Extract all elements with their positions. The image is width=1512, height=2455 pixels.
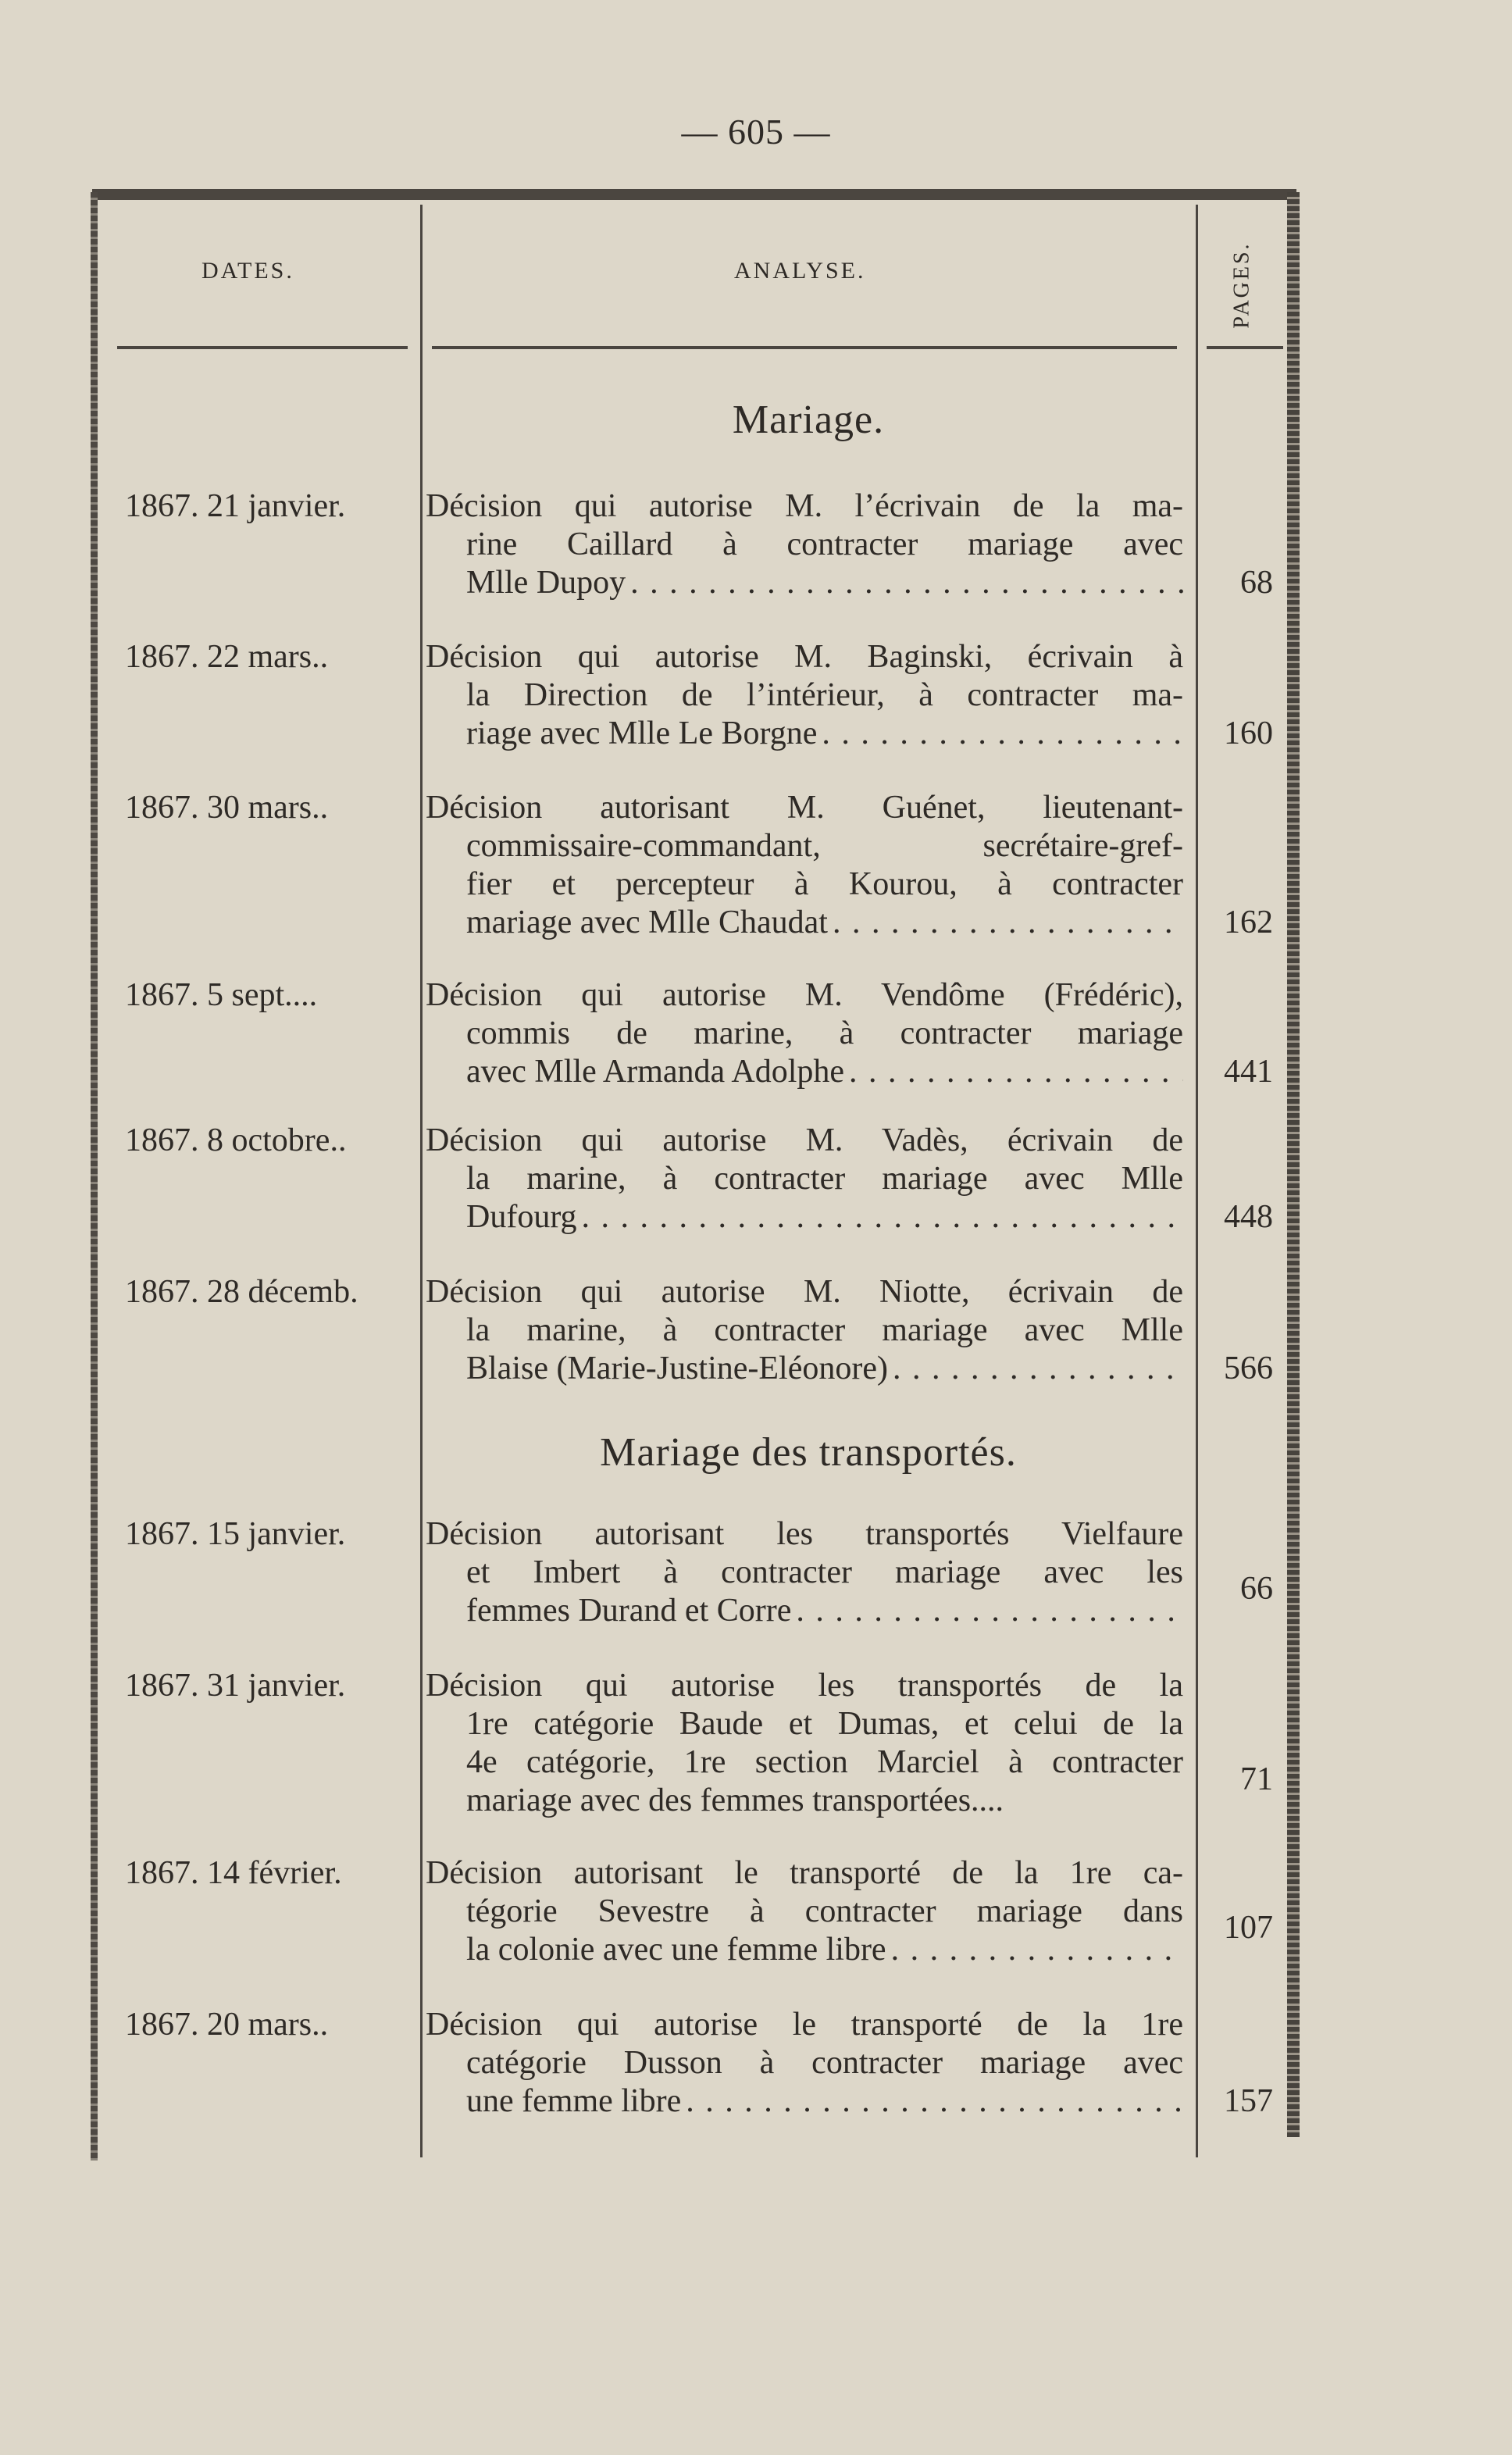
- analysis-line: fier et percepteur à Kourou, à contracter: [466, 866, 1183, 902]
- entry-analysis: [426, 1515, 1183, 1630]
- analysis-line: [426, 1350, 1183, 1388]
- leader-dots: [886, 1931, 1183, 1969]
- header-rule-pages: [1207, 346, 1283, 349]
- entry-date: 1867. 31 janvier.: [125, 1668, 346, 1704]
- analysis-line-text: femmes Durand et Corre: [466, 1593, 792, 1629]
- analysis-line-text: mariage avec Mlle Chaudat: [466, 905, 828, 940]
- analysis-line: mariage avec des femmes transportées....: [466, 1782, 1004, 1818]
- analysis-line: tégorie Sevestre à contracter mariage dans: [466, 1893, 1183, 1929]
- leader-dots: [791, 1592, 1183, 1630]
- page-reference: 107: [1224, 1910, 1273, 1946]
- entry-date: 1867. 30 mars..: [125, 790, 329, 826]
- analysis-line: catégorie Dusson à contracter mariage avec: [466, 2045, 1183, 2081]
- analysis-line-text: Blaise (Marie-Justine-Eléonore): [466, 1351, 888, 1386]
- page-reference: 157: [1224, 2083, 1273, 2119]
- analysis-line: Décision qui autorise M. Niotte, écrivain de: [426, 1274, 1183, 1310]
- analysis-line: la marine, à contracter mariage avec Mlle: [466, 1312, 1183, 1348]
- entry-analysis: [426, 487, 1183, 602]
- page-reference: 566: [1224, 1351, 1273, 1386]
- header-rule-analyse: [432, 346, 1177, 349]
- table-top-rule: [92, 189, 1296, 200]
- analysis-line: [426, 1592, 1183, 1630]
- page-number: — 605 —: [681, 112, 831, 152]
- analysis-line: Décision qui autorise M. Baginski, écrivain à: [426, 639, 1183, 675]
- entry-date: 1867. 22 mars..: [125, 639, 329, 675]
- page-reference: 68: [1240, 565, 1273, 601]
- analysis-line: 1re catégorie Baude et Dumas, et celui de la: [466, 1706, 1183, 1742]
- analysis-line: Décision qui autorise les transportés de la: [426, 1668, 1183, 1704]
- analysis-line: [426, 1053, 1183, 1091]
- analysis-line-text: une femme libre: [466, 2083, 682, 2119]
- entry-date: 1867. 21 janvier.: [125, 488, 346, 524]
- analysis-line-text: la colonie avec une femme libre: [466, 1932, 886, 1968]
- table-right-border: [1287, 192, 1300, 2137]
- analysis-line: et Imbert à contracter mariage avec les: [466, 1554, 1183, 1590]
- page-reference: 441: [1224, 1054, 1273, 1090]
- page-reference: 71: [1240, 1761, 1273, 1797]
- entry-date: 1867. 20 mars..: [125, 2007, 329, 2043]
- analysis-line: 4e catégorie, 1re section Marciel à contracter: [466, 1744, 1183, 1780]
- analysis-line: la marine, à contracter mariage avec Mlle: [466, 1161, 1183, 1197]
- table-left-border: [91, 192, 98, 2161]
- column-divider-pages: [1196, 205, 1198, 2157]
- column-header-dates: DATES.: [201, 258, 294, 284]
- page-reference: 160: [1224, 715, 1273, 751]
- analysis-line: la Direction de l’intérieur, à contracter ma-: [466, 677, 1183, 713]
- entry-analysis: [426, 1122, 1183, 1236]
- entry-analysis: [426, 638, 1183, 753]
- analysis-line: commis de marine, à contracter mariage: [466, 1015, 1183, 1051]
- leader-dots: [626, 564, 1183, 602]
- entry-date: 1867. 5 sept....: [125, 977, 318, 1013]
- entry-analysis: [426, 1854, 1183, 1969]
- analysis-line: [426, 1198, 1183, 1236]
- section-title: Mariage des transportés.: [600, 1430, 1017, 1475]
- entry-analysis: [426, 2006, 1183, 2121]
- analysis-line: Décision autorisant le transporté de la 1re ca-: [426, 1855, 1183, 1891]
- entry-date: 1867. 14 février.: [125, 1855, 342, 1891]
- analysis-line: [426, 564, 1183, 602]
- analysis-line-text: Mlle Dupoy: [466, 565, 626, 601]
- entry-analysis: [426, 789, 1183, 942]
- analysis-line: [426, 904, 1183, 942]
- section-title: Mariage.: [732, 398, 885, 442]
- entry-date: 1867. 15 janvier.: [125, 1516, 346, 1552]
- leader-dots: [844, 1053, 1183, 1091]
- analysis-line: commissaire-commandant, secrétaire-gref-: [466, 828, 1183, 864]
- analysis-line: Décision qui autorise le transporté de la 1re: [426, 2007, 1183, 2043]
- analysis-line: [426, 715, 1183, 753]
- analysis-line: Décision autorisant les transportés Vielfaure: [426, 1516, 1183, 1552]
- leader-dots: [577, 1198, 1183, 1236]
- analysis-line: Décision qui autorise M. l’écrivain de la ma-: [426, 488, 1183, 524]
- leader-dots: [681, 2082, 1183, 2121]
- entry-analysis: [426, 1667, 1183, 1820]
- entry-date: 1867. 28 décemb.: [125, 1274, 358, 1310]
- analysis-line: [426, 2082, 1183, 2121]
- analysis-line: Décision autorisant M. Guénet, lieutenant-: [426, 790, 1183, 826]
- analysis-line-text: Dufourg: [466, 1199, 577, 1235]
- column-header-analyse: ANALYSE.: [734, 258, 866, 284]
- analysis-line-text: avec Mlle Armanda Adolphe: [466, 1054, 845, 1090]
- column-header-pages-label: PAGES.: [1230, 241, 1254, 329]
- page-reference: 448: [1224, 1199, 1273, 1235]
- column-header-pages: [1215, 234, 1270, 336]
- page-reference: 66: [1240, 1571, 1273, 1607]
- analysis-line: Décision qui autorise M. Vendôme (Frédéric),: [426, 977, 1183, 1013]
- entry-analysis: [426, 1273, 1183, 1388]
- analysis-line-text: riage avec Mlle Le Borgne: [466, 715, 818, 751]
- entry-date: 1867. 8 octobre..: [125, 1122, 347, 1158]
- analysis-line: Décision qui autorise M. Vadès, écrivain de: [426, 1122, 1183, 1158]
- leader-dots: [817, 715, 1183, 753]
- header-rule-dates: [117, 346, 408, 349]
- entry-analysis: [426, 976, 1183, 1091]
- analysis-line: [426, 1931, 1183, 1969]
- leader-dots: [888, 1350, 1183, 1388]
- page-reference: 162: [1224, 905, 1273, 940]
- leader-dots: [828, 904, 1183, 942]
- analysis-line: rine Caillard à contracter mariage avec: [466, 526, 1183, 562]
